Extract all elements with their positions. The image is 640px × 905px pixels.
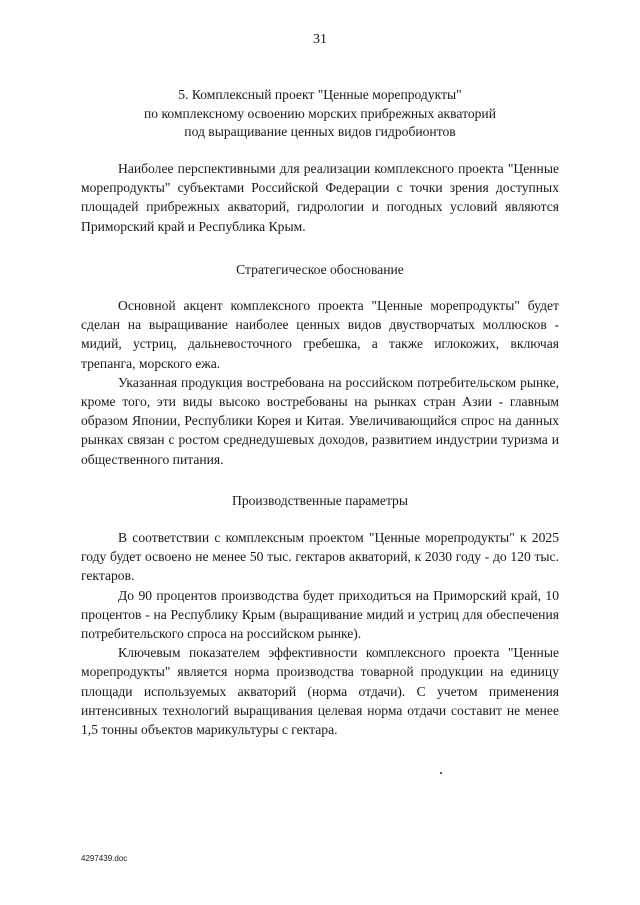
section-title-line: 5. Комплексный проект "Ценные морепродукты" <box>178 87 462 102</box>
page-number: 31 <box>313 32 327 47</box>
intro-paragraph: Наиболее перспективными для реализации комплексного проекта "Ценные морепродукты" субъектами Российской Федерации с точки зрения доступных площадей прибрежных акваторий, гидрологии и погодных условий являются Приморский край и Республика Крым. <box>81 161 559 234</box>
strategic-paragraph: Указанная продукция востребована на российском потребительском рынке, кроме того, эти виды высоко востребованы на рынках стран Азии - главным образом Японии, Республики Корея и Китая. Увеличивающийся спрос на данных рынках связан с ростом среднедушевых доходов, развитием индустрии туризма и общественного питания. <box>81 374 559 467</box>
section-title-line: под выращивание ценных видов гидробионтов <box>184 124 456 140</box>
strategic-paragraph: Основной акцент комплексного проекта "Ценные морепродукты" будет сделан на выращивание наиболее ценных видов двустворчатых моллюсков - мидий, устриц, дальневосточного гребешка, а также иглокожих, включая трепанга, морского ежа. <box>81 298 559 371</box>
strategic-block <box>81 296 559 469</box>
strategic-heading: Стратегическое обоснование <box>236 262 404 277</box>
intro-block <box>81 159 559 236</box>
scan-speck <box>440 772 442 774</box>
production-paragraph: В соответствии с комплексным проектом "Ценные морепродукты" к 2025 году будет освоено не менее 50 тыс. гектаров акваторий, к 2030 году - до 120 тыс. гектаров. <box>81 530 559 584</box>
production-block <box>81 528 559 739</box>
footer-filename: 4297439.doc <box>81 854 128 863</box>
section-title-line: по комплексному освоению морских прибрежных акваторий <box>144 105 496 121</box>
section-title <box>0 86 640 142</box>
production-heading: Производственные параметры <box>232 493 408 508</box>
production-paragraph: Ключевым показателем эффективности комплексного проекта "Ценные морепродукты" является норма производства товарной продукции на единицу площади используемых акваторий (норма отдачи). С учетом применения интенсивных технологий выращивания целевая норма отдачи составит не менее 1,5 тонны объектов марикультуры с гектара. <box>81 645 559 738</box>
production-paragraph: До 90 процентов производства будет приходиться на Приморский край, 10 процентов - на Республику Крым (выращивание мидий и устриц для обеспечения потребительского спроса на российском рынке). <box>81 587 559 642</box>
